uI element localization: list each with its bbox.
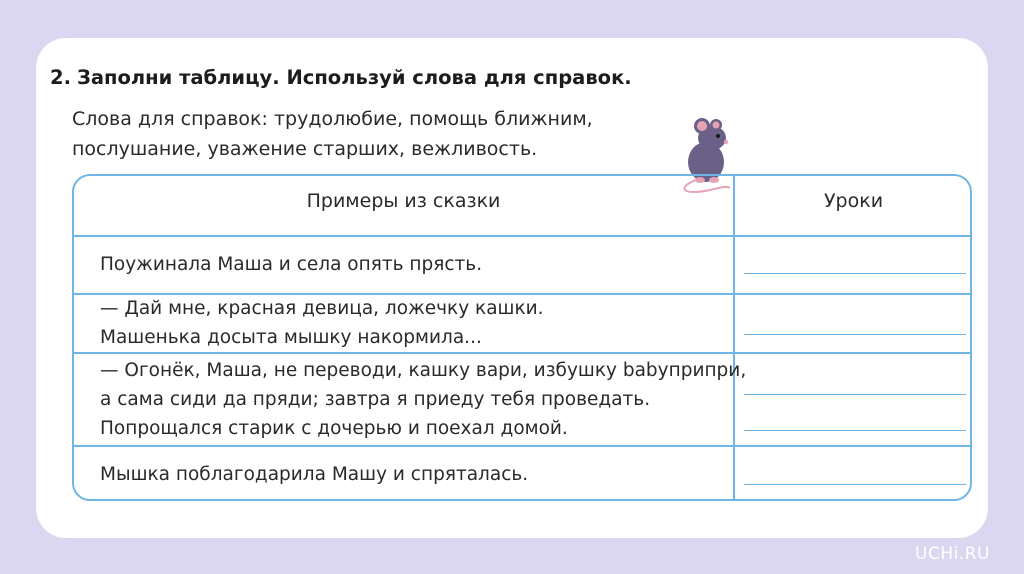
fill-in-table bbox=[72, 174, 972, 501]
answer-blank-row-1[interactable] bbox=[744, 273, 966, 274]
example-line: Машенька досыта мышку накормила... bbox=[100, 327, 482, 348]
task-title: Заполни таблицу. Используй слова для справок. bbox=[76, 66, 632, 89]
example-line: — Дай мне, красная девица, ложечку кашки. bbox=[100, 298, 544, 319]
table-row-4-example bbox=[100, 460, 528, 489]
example-line: Попрощался старик с дочерью и поехал домой. bbox=[100, 418, 568, 439]
table-row-1-example bbox=[100, 250, 482, 279]
table-row-2-example bbox=[100, 294, 544, 352]
reference-words bbox=[72, 104, 593, 164]
header-lessons: Уроки bbox=[823, 190, 884, 212]
header-examples: Примеры из сказки bbox=[306, 190, 501, 212]
row-divider bbox=[74, 352, 970, 354]
reference-words-line-1: Слова для справок: трудолюбие, помощь ближним, bbox=[72, 108, 593, 130]
reference-words-line-2: послушание, уважение старших, вежливость. bbox=[72, 138, 538, 160]
example-line: — Огонёк, Маша, не переводи, кашку вари, избушку babyприпри, bbox=[100, 360, 747, 381]
column-divider bbox=[733, 176, 735, 499]
example-line: Поужинала Маша и села опять прясть. bbox=[100, 254, 483, 275]
worksheet-card bbox=[36, 38, 988, 538]
task-number: 2. bbox=[50, 66, 71, 89]
example-line: а сама сиди да пряди; завтра я приеду тебя проведать. bbox=[100, 389, 651, 410]
example-line: Мышка поблагодарила Машу и спряталась. bbox=[100, 464, 529, 485]
answer-blank-row-3a[interactable] bbox=[744, 394, 966, 395]
task-heading bbox=[50, 66, 632, 89]
table-row-3-example bbox=[100, 356, 746, 443]
row-divider bbox=[74, 235, 970, 237]
answer-blank-row-2[interactable] bbox=[744, 334, 966, 335]
mouse-eye bbox=[716, 134, 720, 138]
row-divider bbox=[74, 445, 970, 447]
mouse-ear-inner bbox=[697, 121, 707, 131]
mouse-nose bbox=[724, 140, 728, 144]
mouse-ear-front-inner bbox=[713, 122, 720, 129]
answer-blank-row-4[interactable] bbox=[744, 484, 966, 485]
answer-blank-row-3b[interactable] bbox=[744, 430, 966, 431]
site-watermark: UCHi.RU bbox=[915, 544, 990, 564]
